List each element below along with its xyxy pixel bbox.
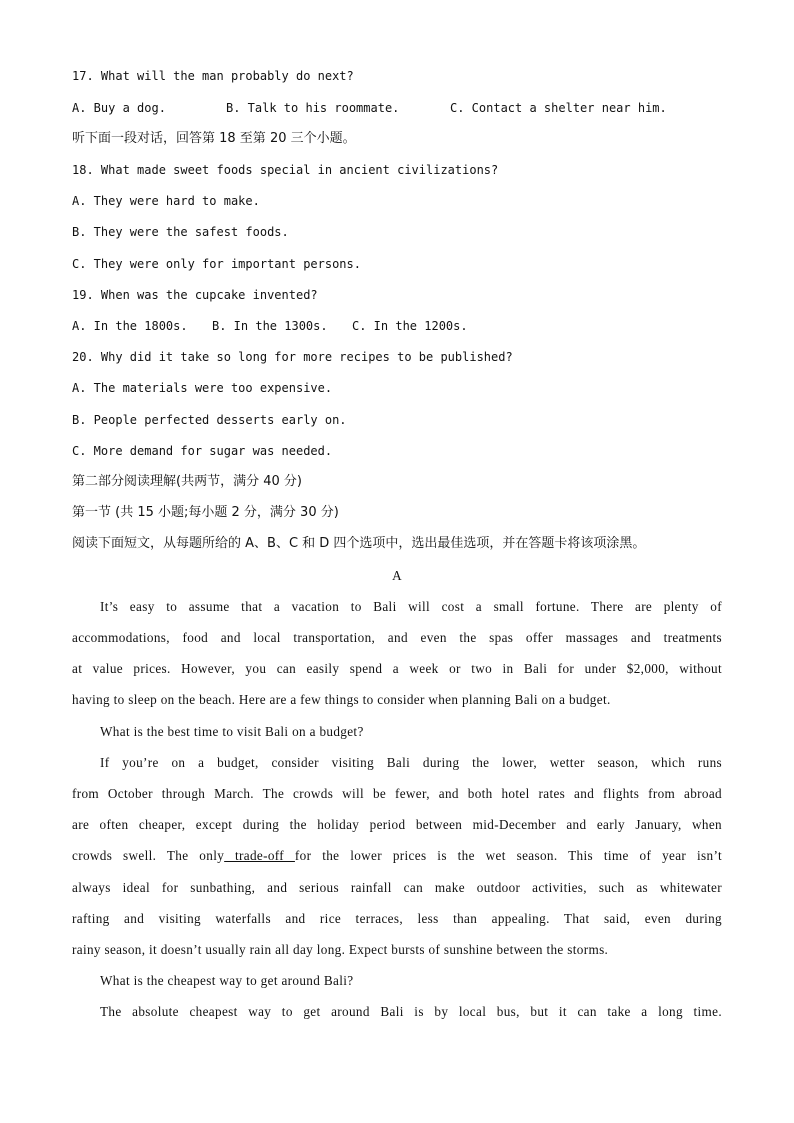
question-19-option-c: C. In the 1200s. (352, 319, 468, 333)
question-18-stem: 18. What made sweet foods special in ancient civilizations? (72, 163, 499, 177)
underlined-word-trade-off: trade-off (224, 848, 295, 863)
listening-instruction-18-20: 听下面一段对话，回答第 18 至第 20 三个小题。 (72, 131, 356, 146)
passage-p1-line-1: It’s easy to assume that a vacation to Bali will cost a small fortune. There are plenty of (100, 599, 722, 614)
passage-subheading-best-time: What is the best time to visit Bali on a budget? (100, 724, 364, 739)
question-17-stem: 17. What will the man probably do next? (72, 69, 354, 83)
passage-p2-line-4 (72, 846, 722, 866)
passage-p1-line-2: accommodations, food and local transportation, and even the spas offer massages and treatments (72, 630, 722, 645)
question-18-option-b: B. They were the safest foods. (72, 225, 289, 239)
passage-p2-line-3: are often cheaper, except during the holiday period between mid-December and early January, when (72, 817, 722, 832)
passage-p2-line-1: If you’re on a budget, consider visiting Bali during the lower, wetter season, which runs (100, 755, 722, 770)
passage-p1-line-3: at value prices. However, you can easily spend a week or two in Bali for under $2,000, without (72, 661, 722, 676)
question-17-option-a: A. Buy a dog. (72, 101, 166, 115)
passage-p2-line-4-start: crowds swell. The only (72, 848, 225, 863)
passage-p1-line-4: having to sleep on the beach. Here are a few things to consider when planning Bali on a budget. (72, 692, 611, 707)
passage-p2-line-2: from October through March. The crowds will be fewer, and both hotel rates and flights from abroad (72, 786, 722, 801)
question-18-option-c: C. They were only for important persons. (72, 257, 361, 271)
question-20-option-a: A. The materials were too expensive. (72, 381, 333, 395)
passage-label: A (392, 568, 402, 583)
question-19-stem: 19. When was the cupcake invented? (72, 288, 318, 302)
question-19-options (72, 316, 722, 336)
question-20-option-b: B. People perfected desserts early on. (72, 413, 347, 427)
question-20-stem: 20. Why did it take so long for more recipes to be published? (72, 350, 513, 364)
passage-p3-line-1: The absolute cheapest way to get around Bali is by local bus, but it can take a long time. (100, 1004, 722, 1019)
question-17-option-c: C. Contact a shelter near him. (450, 101, 667, 115)
section1-heading: 第一节 (共 15 小题;每小题 2 分，满分 30 分) (72, 505, 339, 520)
reading-instruction: 阅读下面短文，从每题所给的 A、B、C 和 D 四个选项中，选出最佳选项，并在答题卡将该项涂黑。 (72, 536, 646, 551)
part2-heading: 第二部分阅读理解(共两节，满分 40 分) (72, 474, 302, 489)
passage-p2-line-4-end: for the lower prices is the wet season. This time of year isn’t (294, 848, 722, 863)
question-19-option-a: A. In the 1800s. (72, 319, 188, 333)
question-18-option-a: A. They were hard to make. (72, 194, 260, 208)
passage-p2-line-5: always ideal for sunbathing, and serious rainfall can make outdoor activities, such as whitewater (72, 880, 722, 895)
question-20-option-c: C. More demand for sugar was needed. (72, 444, 333, 458)
question-17-options (72, 98, 722, 118)
passage-p2-line-7: rainy season, it doesn’t usually rain all day long. Expect bursts of sunshine between the storms. (72, 942, 609, 957)
question-17-option-b: B. Talk to his roommate. (226, 101, 400, 115)
question-19-option-b: B. In the 1300s. (212, 319, 328, 333)
passage-p2-line-6: rafting and visiting waterfalls and rice terraces, less than appealing. That said, even during (72, 911, 722, 926)
passage-subheading-cheapest-way: What is the cheapest way to get around Bali? (100, 973, 354, 988)
